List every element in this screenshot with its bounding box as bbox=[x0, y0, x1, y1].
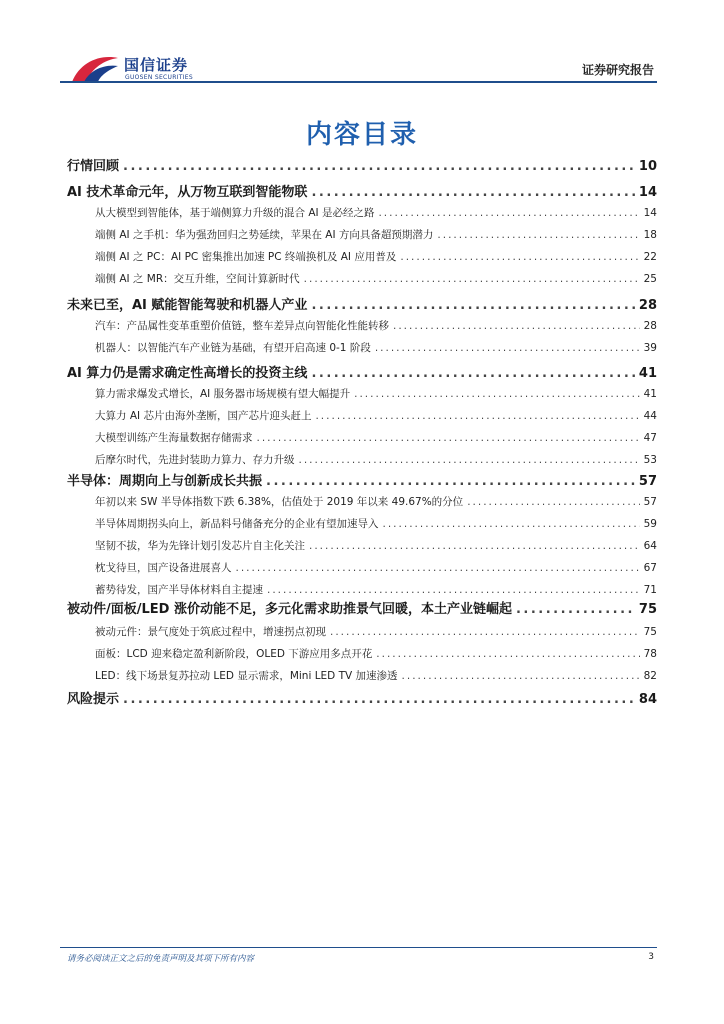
toc-dot-leader bbox=[376, 648, 639, 660]
toc-dot-leader bbox=[257, 432, 640, 444]
toc-entry-label: 坚韧不拔，华为先锋计划引发芯片自主化关注 bbox=[95, 540, 305, 552]
toc-section-entry[interactable] bbox=[67, 470, 657, 489]
toc-subsection-entry[interactable] bbox=[95, 318, 657, 333]
toc-subsection-entry[interactable] bbox=[95, 430, 657, 445]
toc-entry-page: 67 bbox=[643, 562, 657, 574]
toc-subsection-entry[interactable] bbox=[95, 205, 657, 220]
toc-entry-page: 75 bbox=[643, 626, 657, 638]
toc-dot-leader bbox=[311, 298, 634, 313]
toc-dot-leader bbox=[267, 584, 640, 596]
toc-dot-leader bbox=[266, 474, 635, 489]
toc-subsection-entry[interactable] bbox=[95, 646, 657, 661]
toc-dot-leader bbox=[354, 388, 640, 400]
toc-entry-label: 半导体：周期向上与创新成长共振 bbox=[67, 474, 263, 489]
toc-dot-leader bbox=[383, 518, 640, 530]
toc-entry-label: AI 技术革命元年，从万物互联到智能物联 bbox=[67, 185, 308, 200]
toc-subsection-entry[interactable] bbox=[95, 538, 657, 553]
toc-subsection-entry[interactable] bbox=[95, 386, 657, 401]
toc-entry-label: 汽车：产品属性变革重塑价值链，整车差异点向智能化性能转移 bbox=[95, 320, 389, 332]
toc-entry-label: 端侧 AI 之 MR：交互升维，空间计算新时代 bbox=[95, 273, 300, 285]
toc-dot-leader bbox=[311, 185, 634, 200]
toc-entry-label: 后摩尔时代，先进封装助力算力、存力升级 bbox=[95, 454, 295, 466]
toc-section-entry[interactable] bbox=[67, 155, 657, 174]
guosen-logo-mark-icon bbox=[70, 52, 120, 84]
toc-entry-label: 机器人：以智能汽车产业链为基础，有望开启高速 0-1 阶段 bbox=[95, 342, 371, 354]
toc-entry-label: 蓄势待发，国产半导体材料自主提速 bbox=[95, 584, 263, 596]
toc-entry-label: LED：线下场景复苏拉动 LED 显示需求，Mini LED TV 加速渗透 bbox=[95, 670, 398, 682]
logo-text-cn: 国信证券 bbox=[124, 56, 189, 74]
toc-dot-leader bbox=[330, 626, 640, 638]
toc-subsection-entry[interactable] bbox=[95, 271, 657, 286]
toc-entry-label: 年初以来 SW 半导体指数下跌 6.38%，估值处于 2019 年以来 49.67%的分位 bbox=[95, 496, 464, 508]
report-type-label: 证券研究报告 bbox=[581, 63, 654, 77]
toc-entry-page: 41 bbox=[643, 388, 657, 400]
toc-entry-page: 41 bbox=[638, 366, 657, 381]
toc-entry-page: 82 bbox=[643, 670, 657, 682]
toc-dot-leader bbox=[123, 692, 635, 707]
toc-subsection-entry[interactable] bbox=[95, 624, 657, 639]
toc-entry-label: 大算力 AI 芯片由海外垄断，国产芯片迎头赶上 bbox=[95, 410, 312, 422]
toc-entry-page: 53 bbox=[643, 454, 657, 466]
toc-entry-label: AI 算力仍是需求确定性高增长的投资主线 bbox=[67, 366, 308, 381]
toc-subsection-entry[interactable] bbox=[95, 249, 657, 264]
toc-dot-leader bbox=[123, 159, 635, 174]
toc-dot-leader bbox=[309, 540, 640, 552]
toc-entry-label: 端侧 AI 之 PC：AI PC 密集推出加速 PC 终端换机及 AI 应用普及 bbox=[95, 251, 397, 263]
page-number: 3 bbox=[648, 952, 654, 962]
toc-dot-leader bbox=[378, 207, 639, 219]
toc-entry-label: 风险提示 bbox=[67, 692, 120, 707]
toc-subsection-entry[interactable] bbox=[95, 408, 657, 423]
toc-entry-page: 84 bbox=[638, 692, 657, 707]
toc-entry-label: 从大模型到智能体，基于端侧算力升级的混合 AI 是必经之路 bbox=[95, 207, 375, 219]
toc-entry-page: 78 bbox=[643, 648, 657, 660]
toc-section-entry[interactable] bbox=[67, 688, 657, 707]
toc-dot-leader bbox=[375, 342, 640, 354]
toc-entry-label: 被动元件：景气度处于筑底过程中，增速拐点初现 bbox=[95, 626, 326, 638]
toc-entry-page: 57 bbox=[638, 474, 657, 489]
toc-section-entry[interactable] bbox=[67, 362, 657, 381]
toc-dot-leader bbox=[315, 410, 639, 422]
toc-entry-page: 71 bbox=[643, 584, 657, 596]
toc-entry-page: 44 bbox=[643, 410, 657, 422]
logo-text-en: GUOSEN SECURITIES bbox=[125, 74, 194, 81]
toc-subsection-entry[interactable] bbox=[95, 494, 657, 509]
page-header bbox=[0, 0, 724, 90]
header-divider bbox=[60, 81, 657, 83]
toc-entry-page: 39 bbox=[643, 342, 657, 354]
toc-entry-page: 59 bbox=[643, 518, 657, 530]
toc-subsection-entry[interactable] bbox=[95, 227, 657, 242]
toc-section-entry[interactable] bbox=[67, 181, 657, 200]
toc-entry-label: 算力需求爆发式增长，AI 服务器市场规模有望大幅提升 bbox=[95, 388, 351, 400]
toc-subsection-entry[interactable] bbox=[95, 560, 657, 575]
toc-subsection-entry[interactable] bbox=[95, 582, 657, 597]
toc-entry-label: 被动件/面板/LED 涨价动能不足，多元化需求助推景气回暖，本土产业链崛起 bbox=[67, 602, 512, 617]
toc-entry-page: 57 bbox=[643, 496, 657, 508]
toc-entry-page: 28 bbox=[643, 320, 657, 332]
toc-entry-label: 大模型训练产生海量数据存储需求 bbox=[95, 432, 253, 444]
toc-dot-leader bbox=[311, 366, 634, 381]
toc-entry-label: 未来已至，AI 赋能智能驾驶和机器人产业 bbox=[67, 298, 308, 313]
footer-divider bbox=[60, 947, 657, 948]
toc-entry-page: 22 bbox=[643, 251, 657, 263]
guosen-logo bbox=[70, 52, 210, 84]
toc-entry-label: 行情回顾 bbox=[67, 159, 120, 174]
toc-entry-label: 半导体周期拐头向上，新品料号储备充分的企业有望加速导入 bbox=[95, 518, 379, 530]
toc-entry-label: 枕戈待旦，国产设备进展喜人 bbox=[95, 562, 232, 574]
toc-dot-leader bbox=[304, 273, 640, 285]
toc-entry-page: 47 bbox=[643, 432, 657, 444]
toc-subsection-entry[interactable] bbox=[95, 516, 657, 531]
toc-dot-leader bbox=[402, 670, 640, 682]
toc-dot-leader bbox=[299, 454, 640, 466]
toc-dot-leader bbox=[467, 496, 639, 508]
toc-dot-leader bbox=[516, 602, 635, 617]
toc-subsection-entry[interactable] bbox=[95, 340, 657, 355]
toc-entry-page: 64 bbox=[643, 540, 657, 552]
toc-entry-page: 14 bbox=[638, 185, 657, 200]
toc-entry-label: 端侧 AI 之手机：华为强劲回归之势延续，苹果在 AI 方向具备超预期潜力 bbox=[95, 229, 434, 241]
toc-section-entry[interactable] bbox=[67, 598, 657, 617]
toc-dot-leader bbox=[236, 562, 640, 574]
toc-dot-leader bbox=[393, 320, 640, 332]
toc-subsection-entry[interactable] bbox=[95, 668, 657, 683]
toc-entry-page: 14 bbox=[643, 207, 657, 219]
toc-entry-page: 18 bbox=[643, 229, 657, 241]
toc-dot-leader bbox=[437, 229, 639, 241]
toc-dot-leader bbox=[400, 251, 639, 263]
footer-disclaimer: 请务必阅读正文之后的免责声明及其项下所有内容 bbox=[67, 954, 255, 964]
toc-entry-label: 面板：LCD 迎来稳定盈利新阶段，OLED 下游应用多点开花 bbox=[95, 648, 373, 660]
toc-subsection-entry[interactable] bbox=[95, 452, 657, 467]
toc-entry-page: 75 bbox=[638, 602, 657, 617]
toc-section-entry[interactable] bbox=[67, 294, 657, 313]
toc-entry-page: 25 bbox=[643, 273, 657, 285]
toc-entry-page: 28 bbox=[638, 298, 657, 313]
toc-title: 内容目录 bbox=[305, 120, 418, 150]
toc-entry-page: 10 bbox=[638, 159, 657, 174]
